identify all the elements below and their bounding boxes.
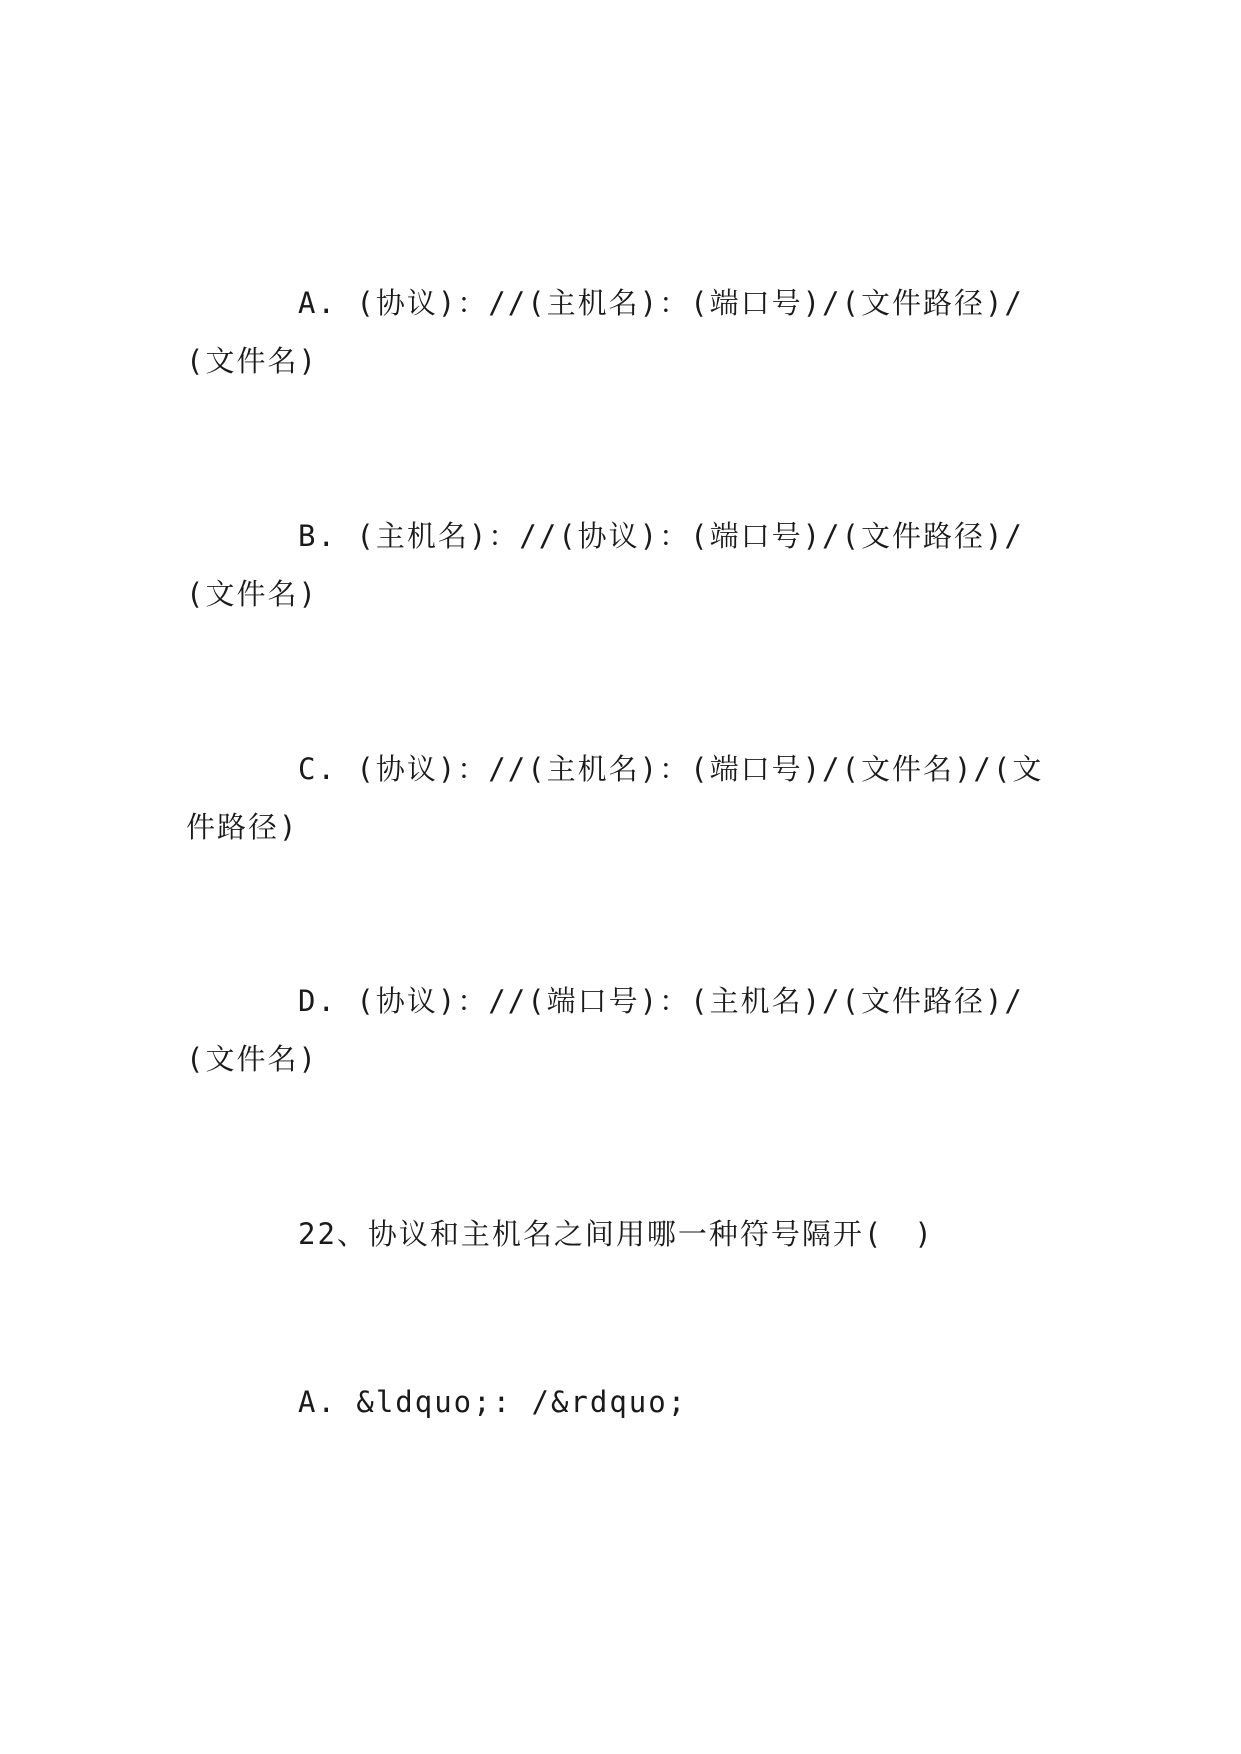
question-22-paragraph: 22、协议和主机名之间用哪一种符号隔开( ): [298, 1217, 934, 1251]
option-d-paragraph: D. (协议)：//(端口号)：(主机名)/(文件路径)/(文件名): [186, 984, 1024, 1076]
option-b-paragraph: B. (主机名)：//(协议)：(端口号)/(文件路径)/(文件名): [186, 519, 1024, 611]
question-22-option-a-paragraph: A. &ldquo;: /&rdquo;: [298, 1385, 688, 1419]
option-c-paragraph: C. (协议)：//(主机名)：(端口号)/(文件名)/(文件路径): [186, 752, 1044, 844]
option-a-paragraph: A. (协议)：//(主机名)：(端口号)/(文件路径)/(文件名): [186, 286, 1024, 378]
